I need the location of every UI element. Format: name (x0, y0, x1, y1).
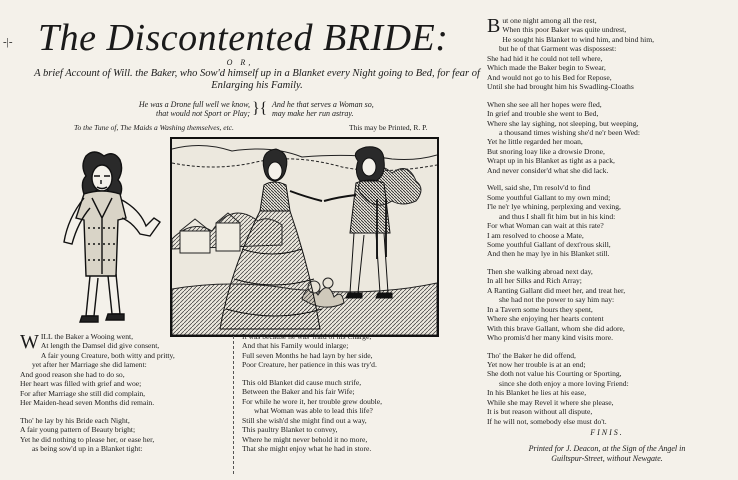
verse-line (487, 379, 727, 388)
verse-line (20, 370, 220, 379)
verse-line-text: Her Maiden-head seven Months did remain. (20, 398, 155, 408)
verse-line-text: Well, said she, I'm resolv'd to find (487, 183, 591, 193)
verse-line-text: Where she lay sighing, not sleeping, but weeping, (487, 118, 639, 128)
verse-line-text: A fair young Creature, both witty and pritty, (40, 350, 175, 360)
verse-line-text: And would not go to his Bed for Repose, (487, 72, 612, 82)
verse-line-text: Yet now her trouble is at an end; (487, 359, 586, 369)
epigraph-left-line: He was a Drone full well we know, (138, 100, 250, 109)
verse-line-text: If he will not, somebody else must do't. (487, 416, 607, 426)
drop-cap: B (487, 15, 501, 37)
verse-line (487, 183, 727, 192)
verse-line-text: Poor Creature, her patience in this was try'd. (242, 360, 377, 370)
verse-line-text: I am resolved to choose a Mate, (487, 230, 584, 240)
verse-line (487, 166, 727, 175)
verse-line-text: For after Marriage she still did complain, (20, 388, 146, 398)
verse-line (487, 388, 727, 397)
verse-line-text: what Woman was able to lead this life? (254, 406, 373, 416)
verse-line (487, 202, 727, 211)
verse-line-text: Until she had brought him his Swadling-Cloaths (487, 82, 634, 92)
verse-column-a (20, 332, 220, 453)
verse-line (20, 379, 220, 388)
verse-line-text: Wrapt up in his Blanket as tight as a pack, (487, 156, 615, 166)
verse-line-text: It is but reason without all dispute, (487, 407, 593, 417)
verse-line (487, 305, 727, 314)
stanza-gap (20, 408, 220, 416)
verse-line (20, 435, 220, 444)
verse-line-text: Yet he did nothing to please her, or ease her, (20, 434, 155, 444)
verse-line-text: I'le ne'r lye whining, perplexing and vexing, (487, 202, 621, 212)
epigraph-right-line: may make her run astray. (272, 109, 354, 118)
title-or: O R, (226, 58, 254, 67)
verse-line-text: but he of that Garment was dispossest: (499, 44, 617, 54)
verse-line-text: Her heart was filled with grief and woe; (20, 379, 142, 389)
verse-line (242, 341, 462, 350)
verse-line (487, 147, 727, 156)
verse-line (487, 333, 727, 342)
verse-line (487, 109, 727, 118)
verse-line-text: In all her Silks and Rich Array; (487, 276, 582, 286)
verse-line (487, 82, 727, 91)
verse-line (242, 444, 462, 453)
verse-line-text: For while he wore it, her trouble grew double, (242, 396, 383, 406)
tune-line: To the Tune of, The Maids a Washing themselves, etc. (74, 123, 234, 132)
verse-line-text: Where she enjoying her hearts content (487, 314, 604, 324)
ballad-subtitle: A brief Account of Will. the Baker, who Sow'd himself up in a Blanket every Night going to Bed, for fear of Enlarging his Family. (34, 68, 480, 91)
verse-line (487, 295, 727, 304)
verse-line-text: He sought his Blanket to wind him, and bind him, (502, 34, 654, 44)
verse-line-text: Which made the Baker begin to Swear, (487, 63, 606, 73)
epigraph-left-line: that would not Sport or Play; (156, 109, 250, 118)
verse-line (487, 63, 727, 72)
epigraph-brace: }{ (252, 100, 268, 117)
verse-column-b (242, 332, 462, 453)
column-divider (233, 336, 234, 474)
verse-line (487, 221, 727, 230)
verse-line (487, 137, 727, 146)
verse-line-text: In his Blanket he lies at his ease, (487, 388, 587, 398)
stanza-gap (487, 92, 727, 100)
verse-line (242, 435, 462, 444)
verse-line-text: In a Tavern some hours they spent, (487, 304, 593, 314)
verse-line-text: ILL the Baker a Wooing went, (40, 332, 134, 341)
stanza-gap (487, 259, 727, 267)
verse-line (487, 231, 727, 240)
verse-line (487, 249, 727, 258)
verse-line (487, 156, 727, 165)
verse-line (20, 341, 220, 350)
verse-line (487, 417, 727, 426)
verse-line (487, 193, 727, 202)
verse-line (487, 119, 727, 128)
printer-imprint (487, 444, 727, 464)
verse-line-text: When this poor Baker was quite undrest, (502, 25, 627, 35)
verse-line (487, 369, 727, 378)
verse-line-text: In grief and trouble she went to Bed, (487, 109, 599, 119)
verse-line (20, 416, 220, 425)
verse-line-text: With this brave Gallant, whom she did adore, (487, 323, 625, 333)
verse-line-text: And good reason she had to do so, (20, 369, 125, 379)
verse-line-text: That she might enjoy what he had in store. (242, 443, 372, 453)
verse-line (487, 128, 727, 137)
verse-line-text: Some youthful Gallant to my own mind; (487, 192, 611, 202)
licence-note: This may be Printed, R. P. (349, 123, 428, 132)
verse-line (487, 267, 727, 276)
verse-line-text: She had hid it he could not tell where, (487, 53, 603, 63)
verse-line (20, 360, 220, 369)
verse-line-text: Full seven Months he had layn by her side, (242, 350, 373, 360)
verse-line-text: But snoring loay like a drowsie Drone, (487, 146, 605, 156)
verse-line-text: Then she walking abroad next day, (487, 266, 593, 276)
verse-column-c (487, 16, 727, 464)
verse-line (20, 389, 220, 398)
verse-line (242, 425, 462, 434)
verse-line (487, 44, 727, 53)
verse-line-text: Still she wish'd she might find out a way, (242, 415, 367, 425)
verse-line-text: A Ranting Gallant did meet her, and treat her, (487, 285, 626, 295)
drop-cap: W (20, 331, 39, 353)
verse-line-text: Where he might never behold it no more, (242, 434, 368, 444)
verse-line-text: since she doth enjoy a more loving Friend: (499, 378, 629, 388)
epigraph-left (80, 100, 250, 118)
verse-line (487, 314, 727, 323)
verse-line (242, 332, 462, 341)
verse-line (242, 387, 462, 396)
verse-line (487, 286, 727, 295)
verse-line-text: For what Woman can wait at this rate? (487, 221, 604, 231)
verse-line (242, 378, 462, 387)
verse-line-text: as being sow'd up in a Blanket tight: (32, 443, 143, 453)
verse-line (487, 73, 727, 82)
registration-mark: -|- (3, 36, 13, 48)
stanza-gap (487, 175, 727, 183)
verse-line (242, 351, 462, 360)
verse-line (487, 35, 727, 44)
verse-line-text: At length the Damsel did give consent, (40, 341, 160, 351)
finis-mark: FINIS. (590, 428, 624, 438)
verse-line-text: Yet he little regarded her moan, (487, 137, 583, 147)
verse-line-text: It was because he was 'fraid of his Charge, (242, 332, 372, 341)
verse-line-text: yet after her Marriage she did lament: (32, 360, 147, 370)
verse-line-text: and thus I shall fit him but in his kind: (499, 211, 616, 221)
verse-line-text: This old Blanket did cause much strife, (242, 377, 362, 387)
verse-line-text: ut one night among all the rest, (502, 16, 597, 25)
woodcut-man-figure (44, 148, 164, 338)
verse-line-text: Tho' he lay by his Bride each Night, (20, 415, 130, 425)
verse-line (487, 100, 727, 109)
verse-line-text: And then he may lye in his Blanket still. (487, 249, 610, 259)
verse-line (487, 351, 727, 360)
verse-line-text: Tho' the Baker he did offend, (487, 350, 576, 360)
verse-line-text: While she may Revel it where she please, (487, 397, 614, 407)
verse-line (20, 398, 220, 407)
verse-line (242, 406, 462, 415)
verse-line (487, 54, 727, 63)
verse-line (487, 360, 727, 369)
verse-line (487, 212, 727, 221)
verse-line (487, 398, 727, 407)
verse-line-text: Between the Baker and his fair Wife; (242, 387, 355, 397)
imprint-line: Printed for J. Deacon, at the Sign of the Angel in (528, 443, 686, 453)
verse-line (242, 397, 462, 406)
verse-line (487, 25, 727, 34)
verse-line-text: This paultry Blanket to convey, (242, 425, 338, 435)
verse-line-text: Some youthful Gallant of dext'rous skill, (487, 239, 611, 249)
verse-line (487, 240, 727, 249)
woodcut-couple-scene (170, 137, 439, 337)
verse-line (20, 444, 220, 453)
verse-line-text: a thousand times wishing she'd ne'r been Wed: (499, 127, 640, 137)
verse-line (487, 276, 727, 285)
verse-line (487, 324, 727, 333)
verse-line (20, 351, 220, 360)
verse-line (242, 360, 462, 369)
stanza-gap (242, 370, 462, 378)
ballad-title: The Discontented BRIDE: (38, 17, 449, 59)
imprint-line: Guiltspur-Street, without Newgate. (551, 453, 663, 463)
verse-line (242, 416, 462, 425)
verse-line-text: When she see all her hopes were fled, (487, 99, 602, 109)
verse-line-text: And never consider'd what she did lack. (487, 165, 609, 175)
verse-line (20, 425, 220, 434)
epigraph-right (272, 100, 452, 118)
verse-line-text: A fair young pattern of Beauty bright; (20, 425, 136, 435)
verse-line (487, 407, 727, 416)
stanza-gap (487, 343, 727, 351)
verse-line-text: She doth not value his Courting or Sporting, (487, 369, 622, 379)
verse-line-text: And that his Family would inlarge; (242, 341, 349, 351)
epigraph-right-line: And he that serves a Woman so, (272, 100, 374, 109)
verse-line-text: she had not the power to say him nay: (499, 295, 615, 305)
verse-line-text: Who promis'd her many kind visits more. (487, 333, 614, 343)
